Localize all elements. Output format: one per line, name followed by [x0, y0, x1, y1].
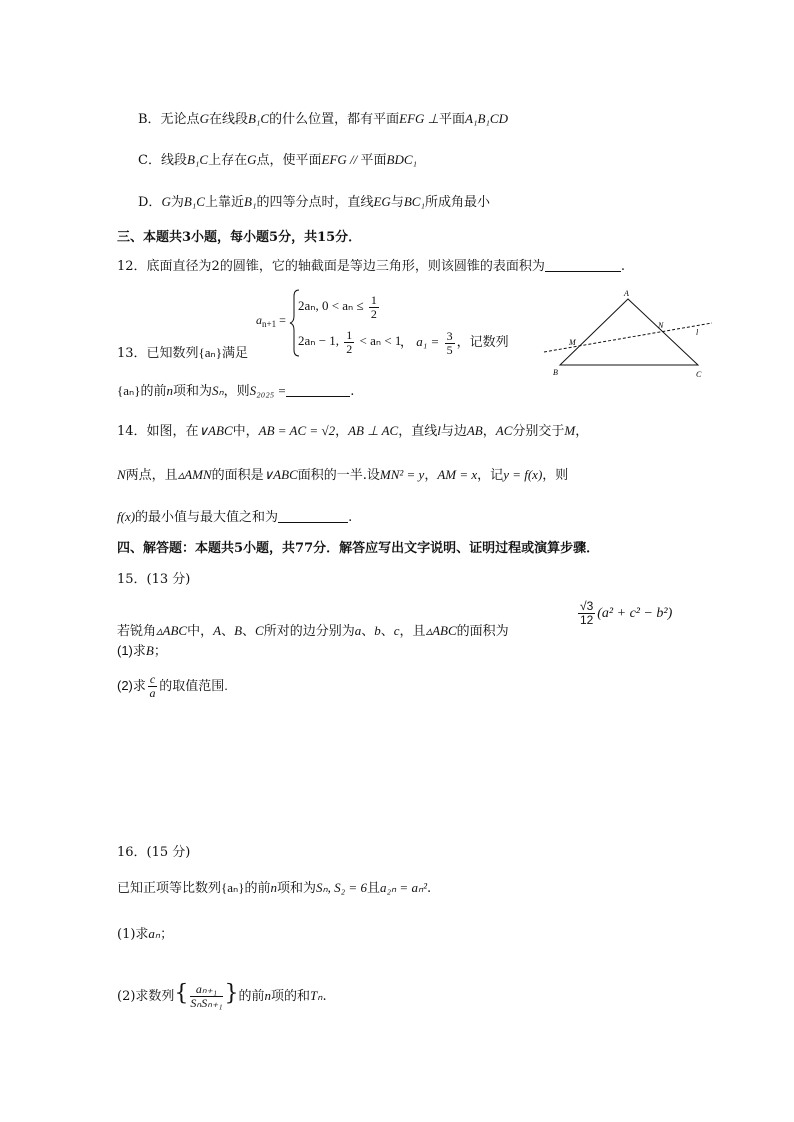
recurrence-case-1: 2aₙ, 0 < aₙ ≤ $\frac{1}{2}$	[298, 292, 377, 321]
answer-blank[interactable]	[278, 522, 348, 523]
initial-value: ， a₁ = $\frac{3}{5}$ ，记数列	[400, 328, 509, 357]
label-l: l	[696, 328, 699, 337]
triangle-figure	[540, 285, 720, 381]
label-n: N	[658, 321, 664, 330]
question-14-line2: N两点，且▵AMN的面积是∨ABC面积的一半.设MN² = y，AM = x，记y = f(x)，则	[117, 467, 569, 483]
question-16-part-2: (2)求数列{ $\frac{\text{aₙ₊₁}}{\text{SₙSₙ₊₁}}$ }的前n项的和Tₙ.	[117, 981, 327, 1010]
question-13-line2: {aₙ}的前n项和为Sₙ，则S₂₀₂₅ = .	[117, 383, 355, 399]
q11-option-c: C．线段B₁C上存在G点，使平面EFG // 平面BDC₁	[138, 152, 418, 168]
label-a: A	[624, 289, 629, 298]
label-c: C	[696, 370, 702, 379]
question-16-heading: 16．(15 分)	[117, 845, 191, 860]
question-14-line3: f(x)的最小值与最大值之和为 .	[117, 509, 353, 525]
section-3-heading: 三、本题共3小题，每小题5分，共15分．	[117, 230, 362, 245]
question-16-stem: 已知正项等比数列{aₙ}的前n项和为Sₙ, S₂ = 6且a₂ₙ = aₙ².	[117, 880, 432, 896]
question-15-stem: 若锐角▵ABC中，A、B、C所对的边分别为a、b、c，且▵ABC的面积为	[117, 623, 509, 638]
recurrence-lhs: $a_{n+1}$ =	[256, 313, 286, 329]
question-15-heading: 15．(13 分)	[117, 572, 191, 587]
question-13-line1: 13．已知数列{aₙ}满足	[117, 345, 248, 361]
question-12: 12．底面直径为2的圆锥，它的轴截面是等边三角形，则该圆锥的表面积为 .	[117, 259, 625, 274]
recurrence-case-2: 2aₙ − 1, $\frac{1}{2}$ < aₙ < 1	[298, 327, 402, 356]
label-m: M	[569, 338, 576, 347]
answer-blank[interactable]	[545, 271, 621, 272]
question-16-part-1: (1)求aₙ；	[117, 926, 174, 942]
q11-option-d: D．G为B₁C上靠近B₁的四等分点时，直线EG与BC₁所成角最小	[138, 194, 490, 210]
question-15-part-1: (1)求B；	[117, 643, 167, 658]
label-b: B	[553, 368, 558, 377]
area-expression: $\frac{√3}{12}$ (a² + c² − b²)	[579, 599, 673, 628]
section-4-heading: 四、解答题：本题共5小题，共77分．解答应写出文字说明、证明过程或演算步骤．	[117, 541, 600, 556]
question-15-part-2: (2)求 $\frac{c}{a}$ 的取值范围.	[117, 672, 228, 701]
question-14-line1: 14．如图，在∨ABC中，AB = AC = √2，AB ⊥ AC，直线l与边AB，AC分别交于M，	[117, 423, 589, 439]
q11-option-b: B．无论点G在线段B₁C的什么位置，都有平面EFG ⊥平面A₁B₁CD	[138, 111, 508, 127]
answer-blank[interactable]	[286, 396, 350, 397]
